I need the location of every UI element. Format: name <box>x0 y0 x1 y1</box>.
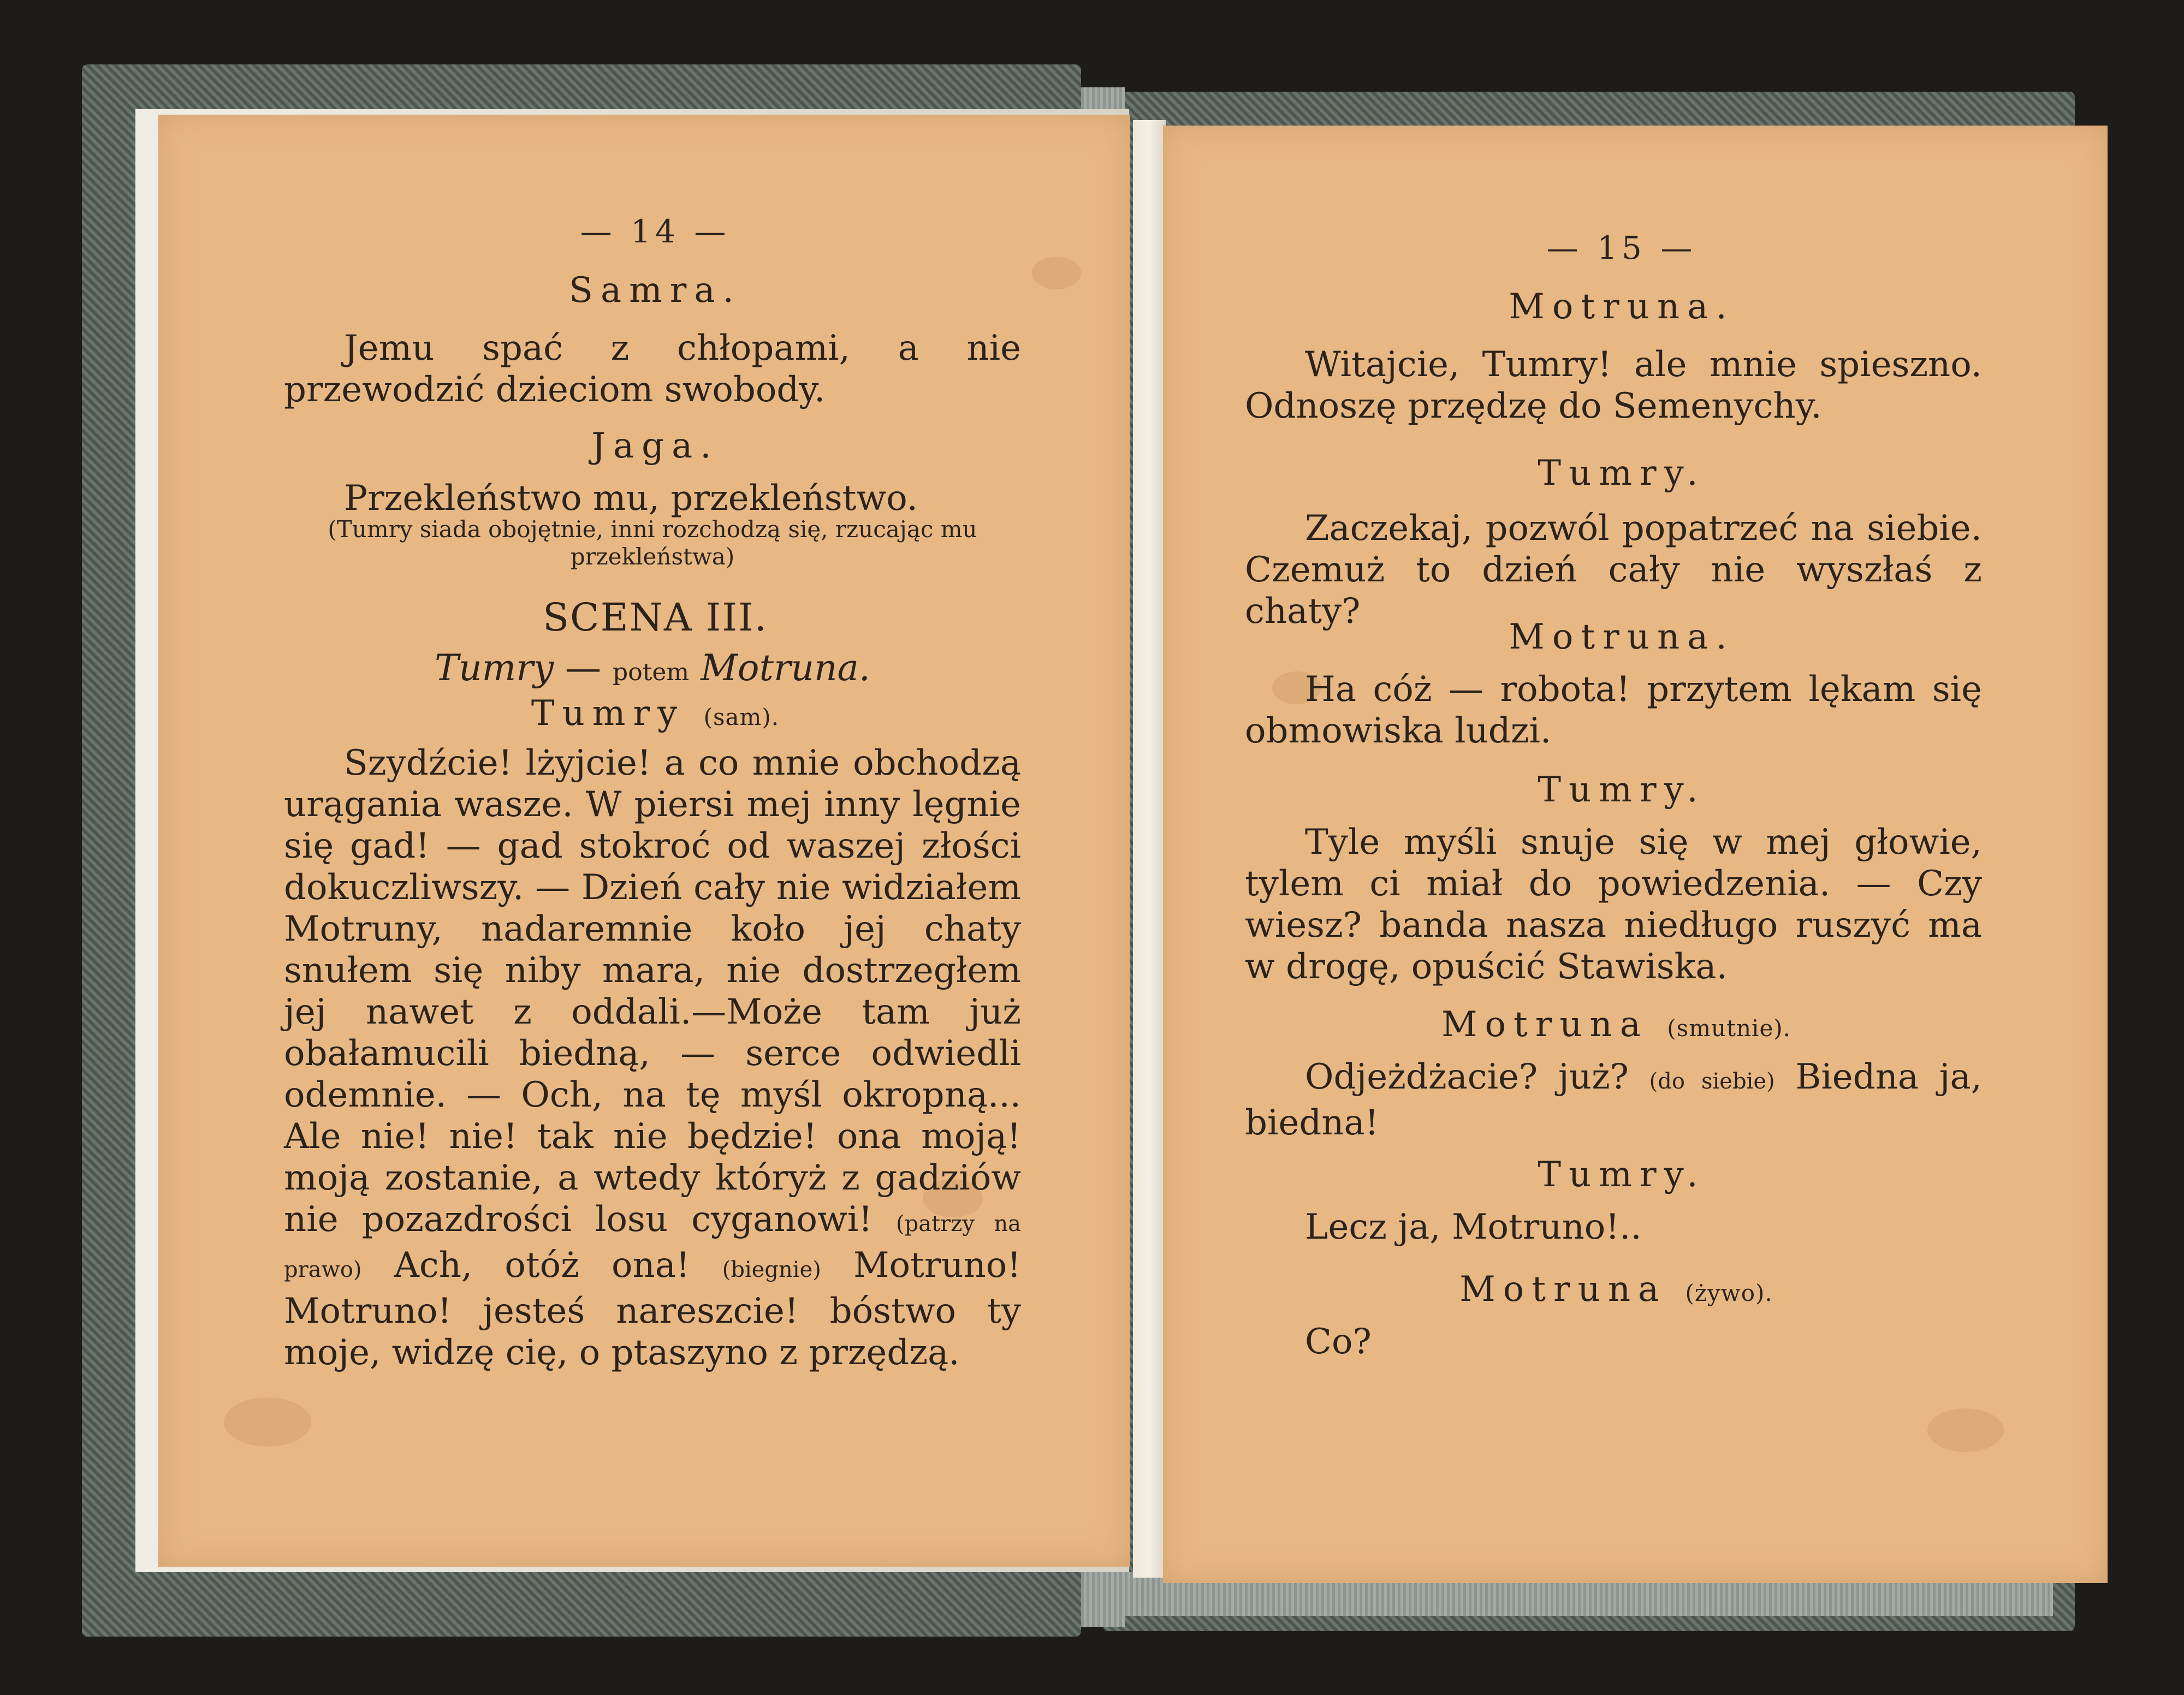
dialogue-paragraph: Przekleństwo mu, przekleństwo. <box>344 478 918 519</box>
stage-direction-inline: (do siebie) <box>1649 1069 1775 1094</box>
speaker-heading: Tumry. <box>1538 770 1706 810</box>
stage-direction-inline: (patrzy na prawo) <box>284 1211 1022 1282</box>
monologue-text: Ach, otóż ona! <box>394 1245 690 1286</box>
stage-direction-inline: (biegnie) <box>722 1257 821 1282</box>
dialogue-paragraph: Tyle myśli snuje się w mej głowie, tylem ci miał do powiedzenia. — Czy wiesz? banda nasza niedługo ruszyć ma w drogę, opuścić Stawiska. <box>1245 822 1982 987</box>
dialogue-paragraph: Lecz ja, Motruno!.. <box>1305 1207 1642 1247</box>
speaker-name: Tumry <box>531 693 685 734</box>
dialogue-text: Biedna ja, biedna! <box>1245 1057 1982 1143</box>
dialogue-paragraph: Co? <box>1305 1322 1372 1362</box>
character-name: Tumry <box>435 647 554 689</box>
page-number: — 15 — <box>1546 229 1697 266</box>
monologue-paragraph <box>284 742 1021 1373</box>
speaker-heading: Motruna. <box>1509 287 1735 327</box>
dialogue-paragraph: Witajcie, Tumry! ale mnie spieszno. Odnoszę przędzę do Semenychy. <box>1245 344 1982 426</box>
monologue-text: Szydźcie! lżyjcie! a co mnie obchodzą urągania wasze. W piersi mej inny lęgnie się gad! — gad stokroć od waszej złości dokuczliwszy. — Dzień cały nie widziałem Motruny, nadaremnie koło jej chaty snułem się niby mara, nie dostrzegłem jej nawet z oddali.—Może tam już obałamucili biedną, — serce odwiedli odemnie. — Och, na tę myśl okropną... Ale nie! nie! tak nie będzie! ona moją! moją zostanie, a wtedy któryż z gadziów nie pozazdrości losu cyganowi! <box>284 743 1021 1240</box>
dialogue-paragraph: Jemu spać z chłopami, a nie przewodzić dzieciom swobody. <box>284 328 1021 410</box>
speaker-heading: Motruna. <box>1509 617 1735 657</box>
dash: — <box>554 647 613 689</box>
speaker-note: (smutnie). <box>1667 1015 1791 1042</box>
dialogue-paragraph: Ha cóż — robota! przytem lękam się obmowiska ludzi. <box>1245 669 1982 751</box>
speaker-heading <box>1343 1004 1889 1045</box>
dialogue-paragraph <box>1245 1056 1982 1144</box>
page-number: — 14 — <box>580 213 731 250</box>
speaker-heading <box>1343 1269 1889 1310</box>
speaker-name: Motruna <box>1459 1269 1667 1310</box>
speaker-heading: Samra. <box>569 270 741 311</box>
speaker-heading: Tumry. <box>1538 453 1706 493</box>
monologue-text: Motruno! Motruno! jesteś nareszcie! bóstwo ty moje, widzę cię, o ptaszyno z przędzą. <box>284 1245 1022 1373</box>
stage-direction: (Tumry siada obojętnie, inni rozchodzą się, rzucając mu przekleństwa) <box>328 516 977 570</box>
persons-connector: potem <box>613 658 690 686</box>
dialogue-text: Odjeżdżacie? już? <box>1305 1057 1629 1097</box>
speaker-note: (sam). <box>703 704 780 730</box>
character-name: Motruna. <box>689 647 870 689</box>
speaker-heading <box>382 693 928 734</box>
speaker-heading: Jaga. <box>591 426 719 466</box>
speaker-name: Motruna <box>1441 1004 1648 1045</box>
speaker-note: (żywo). <box>1685 1280 1773 1306</box>
dialogue-paragraph: Zaczekaj, pozwól popatrzeć na siebie. Czemuż to dzień cały nie wyszłaś z chaty? <box>1245 508 1982 632</box>
scene-title: SCENA III. <box>543 595 768 640</box>
speaker-heading: Tumry. <box>1538 1155 1706 1195</box>
scene-characters <box>284 647 1021 689</box>
book-gutter <box>1133 120 1166 1578</box>
